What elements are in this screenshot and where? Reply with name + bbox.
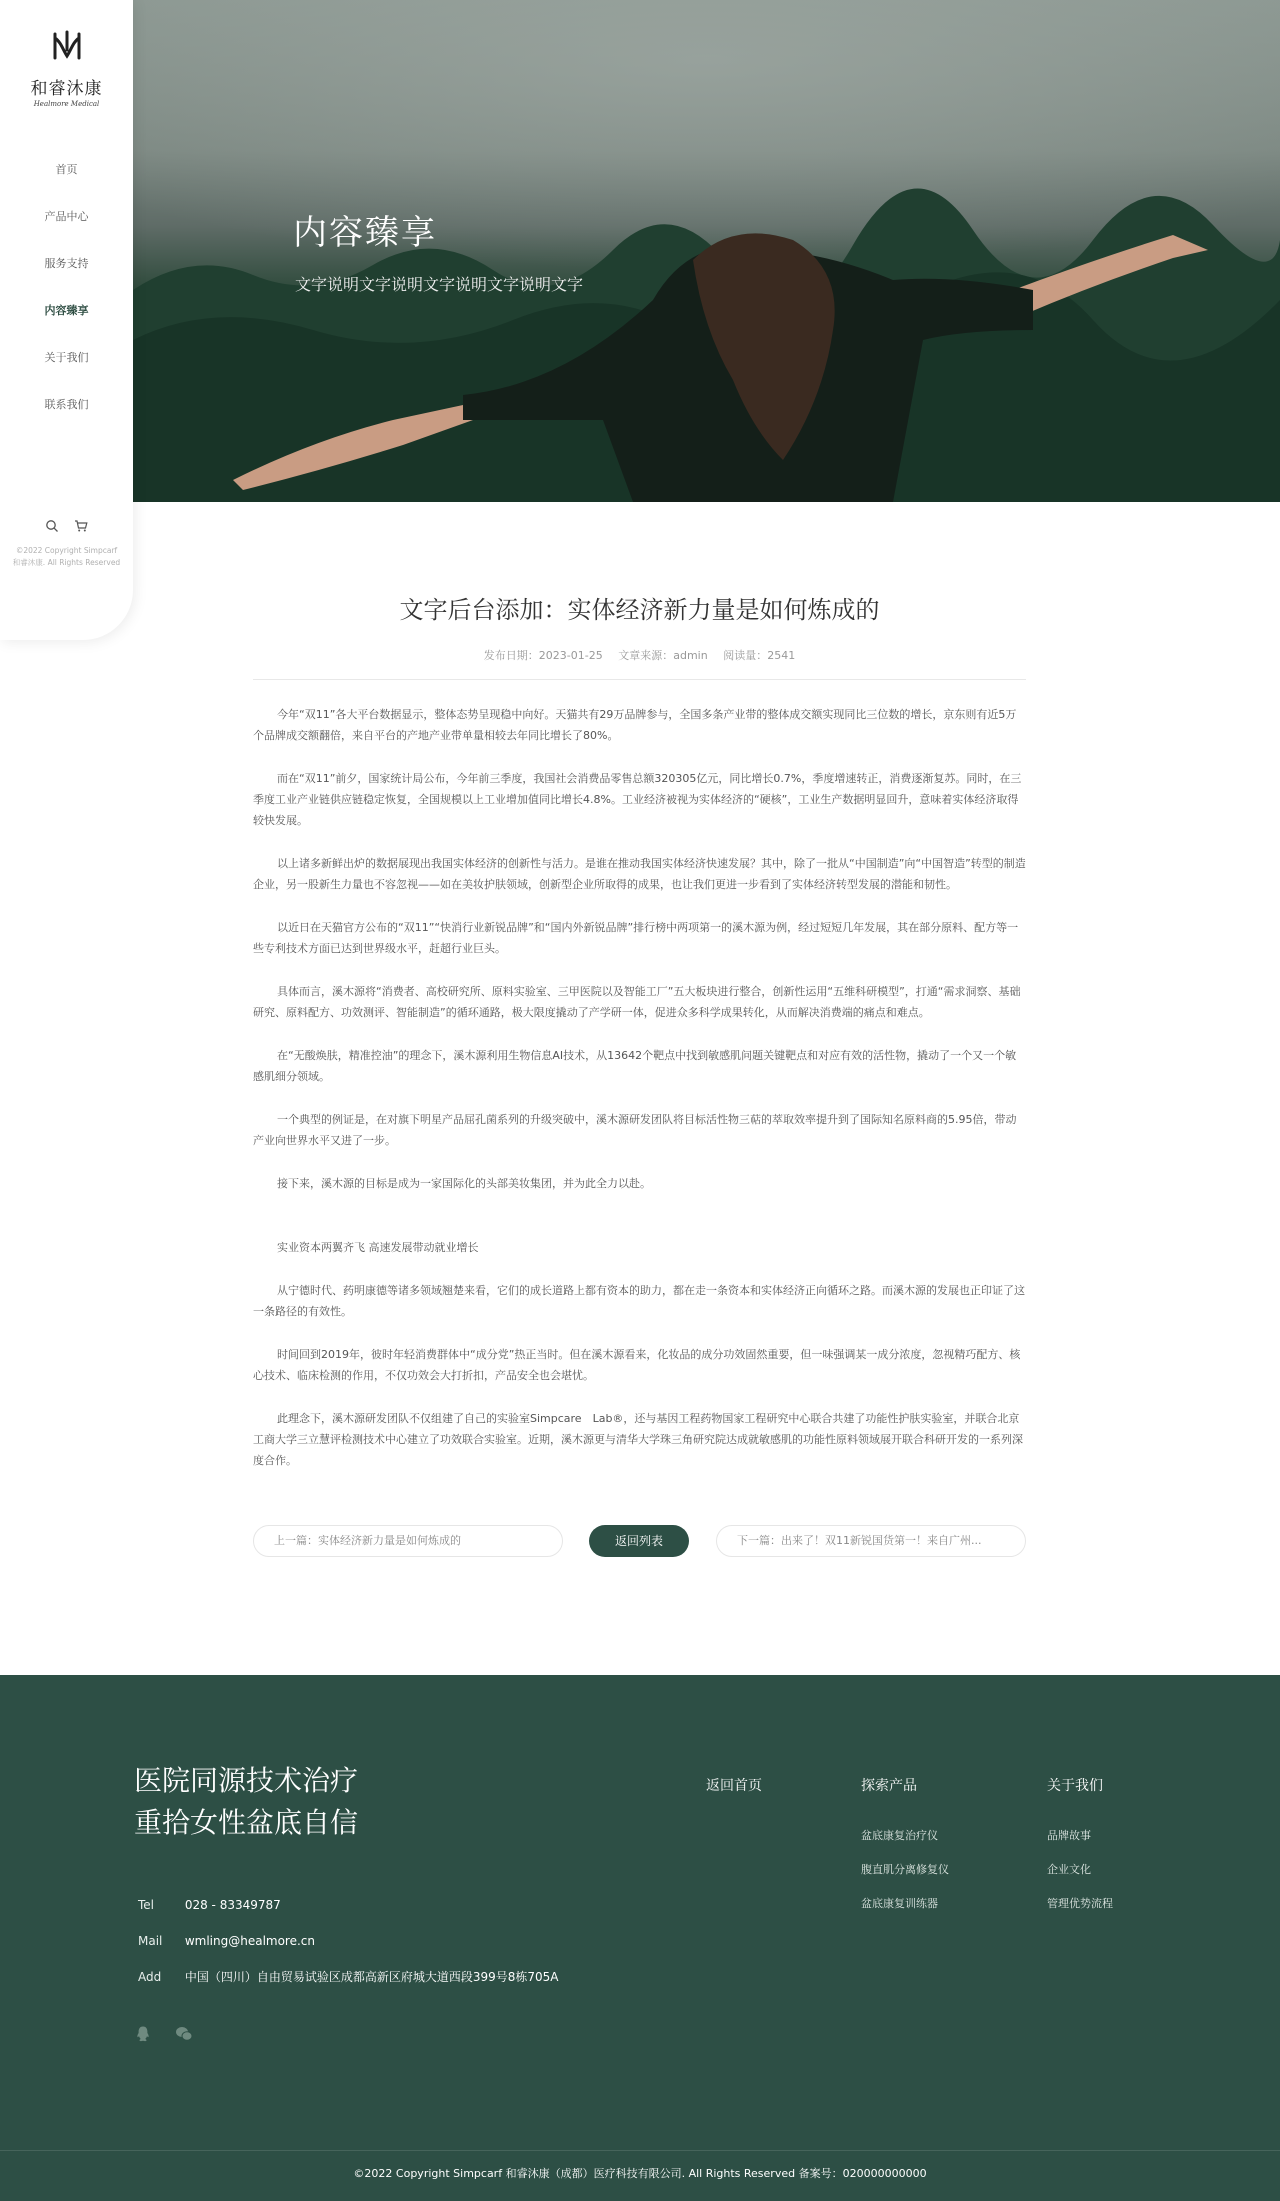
sidebar-copyright-line2: 和睿沐康. All Rights Reserved [12,558,121,567]
prev-article-link[interactable]: 上一篇：实体经济新力量是如何炼成的 [253,1525,563,1557]
article-pager [253,1525,1026,1557]
footer-col-products-title[interactable]: 探索产品 [861,1778,917,1794]
article-divider [253,679,1026,680]
footer-link[interactable]: 企业文化 [1047,1863,1091,1876]
footer-slogan [134,1760,358,1844]
sidebar-tools [0,514,133,533]
nav-item-products[interactable]: 产品中心 [44,210,89,223]
footer-mail-row [134,1931,558,1967]
article-meta [253,647,1026,663]
footer-contact [134,1895,558,2003]
mail-label: Mail [138,1934,163,1948]
article-paragraph: 今年“双11”各大平台数据显示，整体态势呈现稳中向好。天猫共有29万品牌参与，全国多条产业带的整体成交额实现同比三位数的增长，京东则有近5万个品牌成交额翻倍，来自平台的产地产业带单量相较去年同比增长了80%。 [253,708,1017,742]
logo-mark-icon [49,28,85,68]
article-paragraph: 而在“双11”前夕，国家统计局公布，今年前三季度，我国社会消费品零售总额320305亿元，同比增长0.7%，季度增速转正，消费逐渐复苏。同时，在三季度工业产业链供应链稳定恢复，全国规模以上工业增加值同比增长4.8%。工业经济被视为实体经济的“硬核”，工业生产数据明显回升，意味着实体经济取得较快发展。 [253,772,1022,827]
footer-col-about-title[interactable]: 关于我们 [1047,1778,1103,1794]
footer-link[interactable]: 盆底康复治疗仪 [861,1829,938,1842]
footer-link[interactable]: 腹直肌分离修复仪 [861,1863,949,1876]
article-subheading: 实业资本两翼齐飞 高速发展带动就业增长 [277,1241,479,1254]
article-paragraph: 一个典型的例证是，在对旗下明星产品屈孔菌系列的升级突破中，溪木源研发团队将目标活性物三萜的萃取效率提升到了国际知名原料商的5.95倍，带动产业向世界水平又进了一步。 [253,1113,1017,1147]
wechat-icon[interactable] [175,2025,193,2043]
banner-subtitle: 文字说明文字说明文字说明文字说明文字 [295,275,584,294]
nav-item-home[interactable]: 首页 [55,163,78,176]
address-value: 中国（四川）自由贸易试验区成都高新区府城大道西段399号8栋705A [184,1970,559,1984]
tel-value[interactable]: 028 - 83349787 [184,1898,281,1912]
article-paragraph: 此理念下，溪木源研发团队不仅组建了自己的实验室Simpcare Lab®，还与基因工程药物国家工程研究中心联合共建了功能性护肤实验室，并联合北京工商大学三立慧评检测技术中心建立了功效联合实验室。近期，溪木源更与清华大学珠三角研究院达成就敏感肌的功能性原料领域展开联合科研开发的一系列深度合作。 [253,1412,1023,1467]
footer-col-home [706,1775,762,1827]
footer-link[interactable]: 品牌故事 [1047,1829,1091,1842]
article-paragraph: 时间回到2019年，彼时年轻消费群体中“成分党”热正当时。但在溪木源看来，化妆品的成分功效固然重要，但一味强调某一成分浓度，忽视精巧配方、核心技术、临床检测的作用，不仅功效会大打折扣，产品安全也会堪忧。 [253,1348,1021,1382]
banner-title: 内容臻享 [293,213,437,253]
search-icon[interactable] [45,518,59,532]
footer-copyright: ©2022 Copyright Simpcarf 和睿沐康（成都）医疗科技有限公司. All Rights Reserved 备案号：020000000000 [0,2150,1280,2181]
article-date: 发布日期：2023-01-25 [483,649,603,662]
footer-link[interactable]: 管理优势流程 [1047,1897,1113,1910]
sidebar [0,0,133,640]
article-body [253,704,1026,1471]
footer-link[interactable]: 盆底康复训练器 [861,1897,938,1910]
logo-subtext: Healmore Medical [33,100,100,108]
article-paragraph: 从宁德时代、药明康德等诸多领域翘楚来看，它们的成长道路上都有资本的助力，都在走一条资本和实体经济正向循环之路。而溪木源的发展也正印证了这一条路径的有效性。 [253,1284,1025,1318]
footer-slogan-line2: 重拾女性盆底自信 [134,1806,359,1839]
nav-item-contact[interactable]: 联系我们 [44,398,89,411]
footer-slogan-line1: 医院同源技术治疗 [134,1764,359,1797]
cart-icon[interactable] [74,518,88,532]
nav-item-about[interactable]: 关于我们 [44,351,89,364]
logo[interactable] [0,28,133,108]
footer-col-about [1047,1775,1113,1929]
footer [0,1675,1280,2201]
main-nav [0,160,133,442]
address-label: Add [138,1970,162,1984]
article-paragraph: 以近日在天猫官方公布的“双11”“快消行业新锐品牌”和“国内外新锐品牌”排行榜中两项第一的溪木源为例，经过短短几年发展，其在部分原料、配方等一些专利技术方面已达到世界级水平，赶超行业巨头。 [253,921,1019,955]
footer-col-home-title[interactable]: 返回首页 [706,1778,762,1794]
article-paragraph: 以上诸多新鲜出炉的数据展现出我国实体经济的创新性与活力。是谁在推动我国实体经济快速发展？其中，除了一批从“中国制造”向“中国智造”转型的制造企业，另一股新生力量也不容忽视——如在美妆护肤领域，创新型企业所取得的成果，也让我们更进一步看到了实体经济转型发展的潜能和韧性。 [253,857,1026,891]
footer-address-row [134,1967,558,2003]
article-paragraph: 在“无酸焕肤，精准控油”的理念下，溪木源利用生物信息AI技术，从13642个靶点中找到敏感肌问题关键靶点和对应有效的活性物，撬动了一个又一个敏感肌细分领域。 [253,1049,1017,1083]
article-views: 阅读量：2541 [723,649,796,662]
article-title: 文字后台添加：实体经济新力量是如何炼成的 [399,596,880,624]
article-paragraph: 接下来，溪木源的目标是成为一家国际化的头部美妆集团，并为此全力以赴。 [277,1177,651,1190]
sidebar-copyright [0,545,133,569]
sidebar-copyright-line1: ©2022 Copyright Simpcarf [15,546,118,555]
footer-social [134,2025,211,2047]
footer-col-products [861,1775,949,1929]
qq-icon[interactable] [134,2025,152,2043]
logo-text: 和睿沐康 [30,79,103,99]
article [253,590,1026,1493]
article-paragraph: 具体而言，溪木源将“消费者、高校研究所、原料实验室、三甲医院以及智能工厂”五大板块进行整合，创新性运用“五维科研模型”，打通“需求洞察、基础研究、原料配方、功效测评、智能制造”的循环通路，极大限度撬动了产学研一体，促进众多科学成果转化，从而解决消费端的痛点和难点。 [253,985,1021,1019]
next-article-link[interactable]: 下一篇：出来了！双11新锐国货第一！来自广州... [716,1525,1026,1557]
tel-label: Tel [138,1898,155,1912]
article-source: 文章来源：admin [618,649,708,662]
nav-item-content[interactable]: 内容臻享 [44,304,89,317]
hero-banner [133,0,1280,502]
nav-item-service[interactable]: 服务支持 [44,257,89,270]
back-to-list-button[interactable]: 返回列表 [589,1525,689,1557]
footer-tel-row [134,1895,558,1931]
mail-value[interactable]: wmling@healmore.cn [184,1934,315,1948]
